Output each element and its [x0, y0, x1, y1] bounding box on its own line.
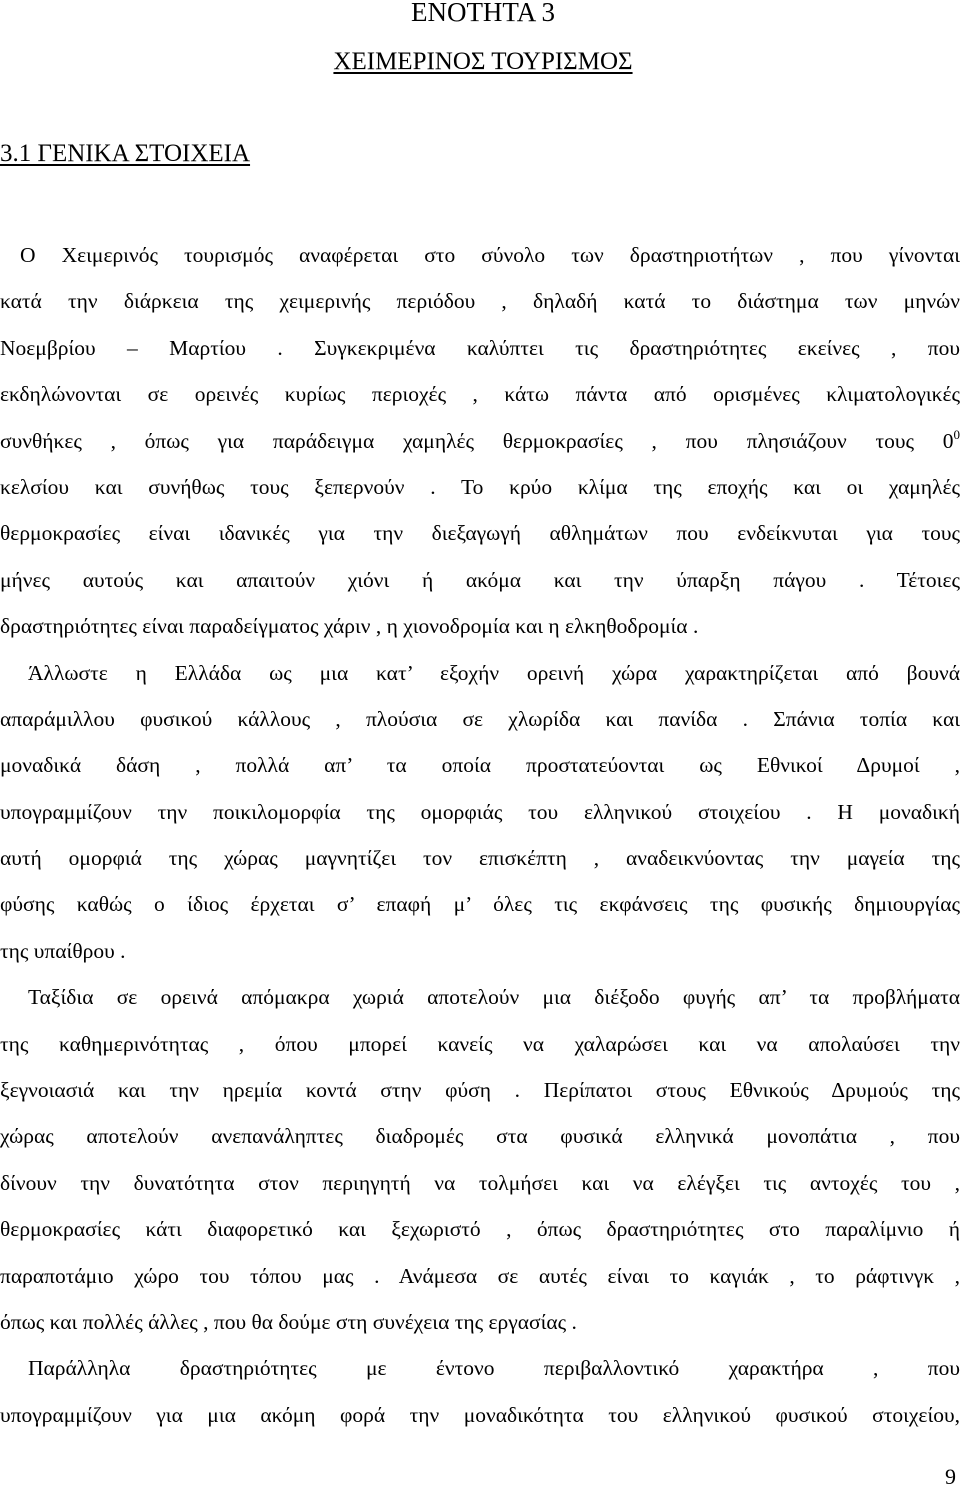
paragraph-3-line: της καθημερινότητας , όπου μπορεί κανείς να χαλαρώσει και να απολαύσει την [0, 1031, 960, 1056]
paragraph-4-line: Παράλληλα δραστηριότητες με έντονο περιβαλλοντικό χαρακτήρα , που [28, 1356, 960, 1381]
paragraph-1-line: εκδηλώνονται σε ορεινές κυρίως περιοχές , κάτω πάντα από ορισμένες κλιματολογικές [0, 382, 960, 407]
paragraph-3-line: θερμοκρασίες κάτι διαφορετικό και ξεχωριστό , όπως δραστηριότητες στο παραλίμνιο ή [0, 1217, 960, 1242]
paragraph-1-line: κελσίου και συνήθως τους ξεπερνούν . Το κρύο κλίμα της εποχής και οι χαμηλές [0, 474, 960, 499]
page-number: 9 [945, 1464, 956, 1489]
section-heading: 3.1 ΓΕΝΙΚΑ ΣΤΟΙΧΕΙΑ [0, 140, 251, 167]
degree-superscript: 0 [953, 426, 960, 442]
paragraph-2-line: Άλλωστε η Ελλάδα ως μια κατ’ εξοχήν ορεινή χώρα χαρακτηρίζεται από βουνά [28, 660, 960, 685]
paragraph-1-line: Νοεμβρίου – Μαρτίου . Συγκεκριμένα καλύπτει τις δραστηριότητες εκείνες , που [0, 335, 960, 360]
paragraph-1-line-text: συνθήκες , όπως για παράδειγμα χαμηλές θερμοκρασίες , που πλησιάζουν τους 0 [0, 428, 954, 453]
paragraph-2-line: της υπαίθρου . [0, 938, 126, 963]
paragraph-2-line: φύσης καθώς ο ίδιος έρχεται σ’ επαφή μ’ όλες τις εκφάνσεις της φυσικής δημιουργίας [0, 892, 960, 917]
paragraph-3-line: χώρας αποτελούν ανεπανάληπτες διαδρομές στα φυσικά ελληνικά μονοπάτια , που [0, 1124, 960, 1149]
chapter-subtitle: ΧΕΙΜΕΡΙΝΟΣ ΤΟΥΡΙΣΜΟΣ [333, 48, 633, 75]
paragraph-1-line: θερμοκρασίες είναι ιδανικές για την διεξαγωγή αθλημάτων που ενδείκνυται για τους [0, 521, 960, 546]
paragraph-4-line: υπογραμμίζουν για μια ακόμη φορά την μοναδικότητα του ελληνικού φυσικού στοιχείου, [0, 1402, 960, 1427]
paragraph-3-line: όπως και πολλές άλλες , που θα δούμε στη συνέχεια της εργασίας . [0, 1309, 577, 1334]
paragraph-2-line: μοναδικά δάση , πολλά απ’ τα οποία προστατεύονται ως Εθνικοί Δρυμοί , [0, 753, 960, 778]
paragraph-2-line: αυτή ομορφιά της χώρας μαγνητίζει τον επισκέπτη , αναδεικνύοντας την μαγεία της [0, 846, 960, 871]
body-text [0, 232, 960, 1438]
paragraph-1-line: δραστηριότητες είναι παραδείγματος χάριν , η χιονοδρομία και η ελκηθοδρομία . [0, 614, 699, 639]
paragraph-3-line: δίνουν την δυνατότητα στον περιηγητή να τολμήσει και να ελέγξει τις αντοχές του , [0, 1170, 960, 1195]
paragraph-2-line: απαράμιλλου φυσικού κάλλους , πλούσια σε χλωρίδα και πανίδα . Σπάνια τοπία και [0, 706, 960, 731]
paragraph-1-line: Ο Χειμερινός τουρισμός αναφέρεται στο σύνολο των δραστηριοτήτων , που γίνονται [20, 243, 960, 267]
paragraph-1-line: μήνες αυτούς και απαιτούν χιόνι ή ακόμα και την ύπαρξη πάγου . Τέτοιες [0, 567, 960, 592]
paragraph-3-line: ξεγνοιασιά και την ηρεμία κοντά στην φύση . Περίπατοι στους Εθνικούς Δρυμούς της [0, 1078, 960, 1103]
paragraph-3-line: Ταξίδια σε ορεινά απόμακρα χωριά αποτελούν μια διέξοδο φυγής απ’ τα προβλήματα [28, 985, 960, 1010]
chapter-title: ΕΝΟΤΗΤΑ 3 [410, 0, 556, 27]
paragraph-3-line: παραποτάμιο χώρο του τόπου μας . Ανάμεσα σε αυτές είναι το καγιάκ , το ράφτινγκ , [0, 1263, 960, 1288]
paragraph-1-line [0, 418, 960, 464]
paragraph-1-line: κατά την διάρκεια της χειμερινής περιόδου , δηλαδή κατά το διάστημα των μηνών [0, 289, 960, 314]
paragraph-2-line: υπογραμμίζουν την ποικιλομορφία της ομορφιάς του ελληνικού στοιχείου . Η μοναδική [0, 799, 960, 824]
